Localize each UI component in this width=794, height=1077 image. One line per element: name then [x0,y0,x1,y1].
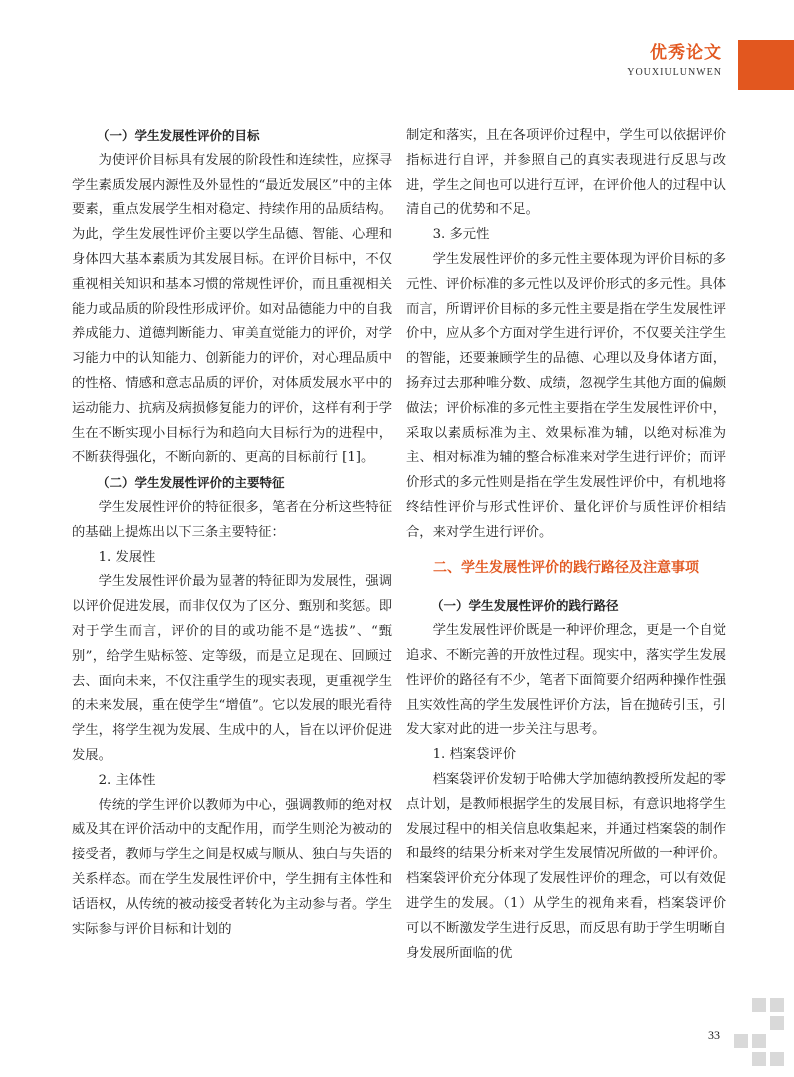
deco-square [770,998,784,1012]
paragraph-subjectivity-continued: 制定和落实，且在各项评价过程中，学生可以依据评价指标进行自评，并参照自己的真实表现进行反思与改进，学生之间也可以进行互评，在评价他人的过程中认清自己的优势和不足。 [406,128,726,218]
subheading-diversity: 3. 多元性 [432,227,490,243]
section-heading-practice: 二、学生发展性评价的践行路径及注意事项 [433,559,699,576]
deco-square [770,1052,784,1066]
paragraph-main-features: 学生发展性评价的特征很多，笔者在分析这些特征的基础上提炼出以下三条主要特征： [72,499,392,540]
paragraph-practice-path: 学生发展性评价既是一种评价理念，更是一个自觉追求、不断完善的开放性过程。现实中，落实学生发展性评价的路径有不少，笔者下面简要介绍两种操作性强且实效性高的学生发展性评价方法，旨在抛砖引玉，引发大家对此的进一步关注与思考。 [406,623,726,738]
paragraph-development: 学生发展性评价最为显著的特征即为发展性，强调以评价促进发展，而非仅仅为了区分、甄别和奖惩。即对于学生而言，评价的目的或功能不是“选拔”、“甄别”，给学生贴标签、定等级，而是立足现在、回顾过去、面向未来，不仅注重学生的现实表现，更重视学生的未来发展，重在使学生“增值”。它以发展的眼光看待学生，将学生视为发展、生成中的人，旨在以评价促进发展。 [72,574,392,763]
header-accent-bar [738,40,794,90]
paragraph-portfolio: 档案袋评价发轫于哈佛大学加德纳教授所发起的零点计划，是教师根据学生的发展目标，有意识地将学生发展过程中的相关信息收集起来，并通过档案袋的制作和最终的结果分析来对学生发展情况所做的一种评价。档案袋评价充分体现了发展性评价的理念，可以有效促进学生的发展。（1）从学生的视角来看，档案袋评价可以不断激发学生进行反思，而反思有助于学生明晰自身发展所面临的优 [406,771,726,961]
left-column [72,124,392,942]
paragraph-evaluation-goal: 为使评价目标具有发展的阶段性和连续性，应探寻学生素质发展内源性及外显性的“最近发展区”中的主体要素，重点发展学生相对稳定、持续作用的品质结构。为此，学生发展性评价主要以学生品德、智能、心理和身体四大基本素质为其发展目标。在评价目标中，不仅重视相关知识和基本习惯的常规性评价，而且重视相关能力或品质的阶段性形成评价。如对品德能力中的自我养成能力、道德判断能力、审美直觉能力的评价，对学习能力中的认知能力、创新能力的评价，对心理品质中的性格、情感和意志品质的评价，对体质发展水平中的运动能力、抗病及病损修复能力的评价，这样有利于学生在不断实现小目标行为和趋向大目标行为的进程中，不断获得强化，不断向新的、更高的目标前行 [1]。 [72,152,392,466]
deco-square [734,1034,748,1048]
deco-square [752,1034,766,1048]
heading-practice-path: （一）学生发展性评价的践行路径 [431,598,619,614]
heading-main-features: （二）学生发展性评价的主要特征 [97,475,285,491]
deco-square [770,1016,784,1030]
section-title-cn: 优秀论文 [650,43,722,63]
subheading-subjectivity: 2. 主体性 [98,772,156,788]
subheading-portfolio: 1. 档案袋评价 [432,747,516,763]
paragraph-diversity: 学生发展性评价的多元性主要体现为评价目标的多元性、评价标准的多元性以及评价形式的多元性。具体而言，所谓评价目标的多元性主要是指在学生发展性评价中，应从多个方面对学生进行评价，不仅要关注学生的智能，还要兼顾学生的品德、心理以及身体诸方面，扬弃过去那种唯分数、成绩，忽视学生其他方面的偏颇做法；评价标准的多元性主要指在学生发展性评价中，采取以素质标准为主、效果标准为辅，以绝对标准为主、相对标准为辅的整合标准来对学生进行评价；而评价形式的多元性则是指在学生发展性评价中，有机地将终结性评价与形式性评价、量化评价与质性评价相结合，来对学生进行评价。 [406,251,726,540]
subheading-development: 1. 发展性 [98,549,156,565]
heading-evaluation-goal: （一）学生发展性评价的目标 [97,128,260,143]
page-number: 33 [708,1028,720,1042]
deco-square [752,998,766,1012]
journal-section-label [624,42,732,87]
right-column [406,124,726,966]
deco-square [752,1052,766,1066]
paragraph-subjectivity: 传统的学生评价以教师为中心，强调教师的绝对权威及其在评价活动中的支配作用，而学生则沦为被动的接受者，教师与学生之间是权威与顺从、独白与失语的关系样态。而在学生发展性评价中，学生拥有主体性和话语权，从传统的被动接受者转化为主动参与者。学生实际参与评价目标和计划的 [72,797,392,937]
section-title-en: YOUXIULUNWEN [627,67,722,78]
